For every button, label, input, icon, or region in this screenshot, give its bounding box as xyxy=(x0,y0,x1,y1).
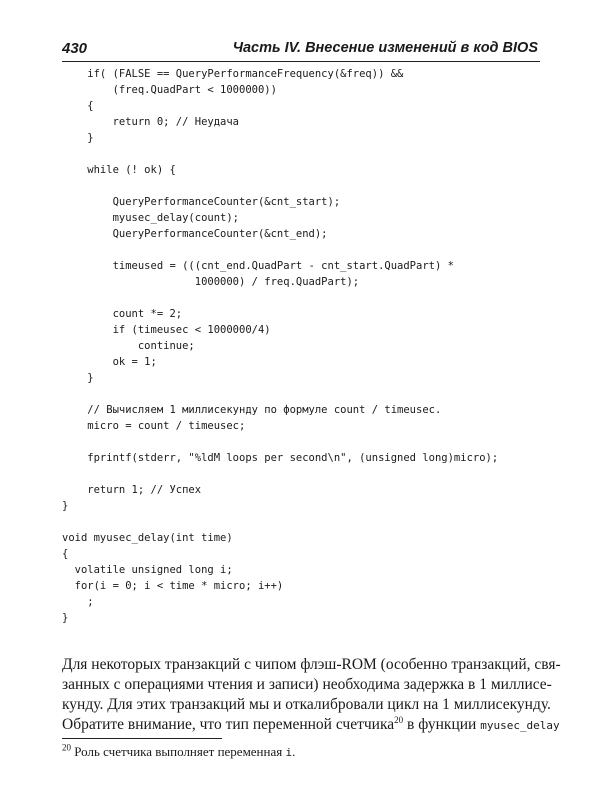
code-line: (freq.QuadPart < 1000000)) xyxy=(62,84,277,96)
code-line xyxy=(62,290,542,306)
body-line: кунду. Для этих транзакций мы и откалибровали цикл на 1 миллисекунду. xyxy=(62,696,551,713)
code-line: // Вычисляем 1 миллисекунду по формуле count / timeusec. xyxy=(62,404,442,416)
code-listing xyxy=(62,66,542,626)
body-line: Для некоторых транзакций с чипом флэш-ROM (особенно транзакций, свя- xyxy=(62,656,561,673)
code-line: return 1; // Успех xyxy=(62,484,202,496)
code-line xyxy=(62,146,542,162)
code-line: timeused = (((cnt_end.QuadPart - cnt_start.QuadPart) * xyxy=(62,260,454,272)
code-line: fprintf(stderr, "%ldM loops per second\n", (unsigned long)micro); xyxy=(62,452,499,464)
code-line xyxy=(62,514,542,530)
code-line: 1000000) / freq.QuadPart); xyxy=(62,276,360,288)
code-line xyxy=(62,466,542,482)
code-line: void myusec_delay(int time) xyxy=(62,532,233,544)
footnote-end: . xyxy=(292,744,296,759)
code-line: } xyxy=(62,500,69,512)
code-line: } xyxy=(62,612,69,624)
code-line: ok = 1; xyxy=(62,356,157,368)
code-line xyxy=(62,386,542,402)
running-head: Часть IV. Внесение изменений в код BIOS xyxy=(232,40,538,56)
inline-code: i xyxy=(285,746,293,759)
footnote-text: Роль счетчика выполняет переменная xyxy=(71,744,286,759)
code-line: if (timeusec < 1000000/4) xyxy=(62,324,271,336)
code-line: } xyxy=(62,372,94,384)
code-line: volatile unsigned long i; xyxy=(62,564,233,576)
code-line xyxy=(62,434,542,450)
body-text-span: Обратите внимание, что тип переменной счетчика xyxy=(62,716,395,733)
code-line: while (! ok) { xyxy=(62,164,176,176)
footnote-rule xyxy=(62,738,222,739)
code-line: continue; xyxy=(62,340,195,352)
code-line xyxy=(62,242,542,258)
code-line: count *= 2; xyxy=(62,308,183,320)
code-line xyxy=(62,178,542,194)
body-line xyxy=(62,714,560,735)
code-line: { xyxy=(62,548,69,560)
page-number: 430 xyxy=(62,40,88,57)
code-line: QueryPerformanceCounter(&cnt_end); xyxy=(62,228,328,240)
code-line: myusec_delay(count); xyxy=(62,212,240,224)
body-text-span: в функции xyxy=(403,716,481,733)
code-line: return 0; // Неудача xyxy=(62,116,240,128)
header-rule xyxy=(62,61,540,62)
footnote xyxy=(62,744,295,760)
code-line: ; xyxy=(62,596,94,608)
code-line: } xyxy=(62,132,94,144)
body-paragraph xyxy=(62,655,561,735)
footnote-number: 20 xyxy=(62,742,71,753)
code-line: if( (FALSE == QueryPerformanceFrequency(&freq)) && xyxy=(62,68,404,80)
footnote-ref: 20 xyxy=(394,714,404,725)
code-line: for(i = 0; i < time * micro; i++) xyxy=(62,580,284,592)
code-line: { xyxy=(62,100,94,112)
body-line: занных с операциями чтения и записи) необходима задержка в 1 миллисе- xyxy=(62,676,552,693)
inline-code: myusec_delay xyxy=(480,719,560,732)
code-line: micro = count / timeusec; xyxy=(62,420,246,432)
code-line: QueryPerformanceCounter(&cnt_start); xyxy=(62,196,341,208)
